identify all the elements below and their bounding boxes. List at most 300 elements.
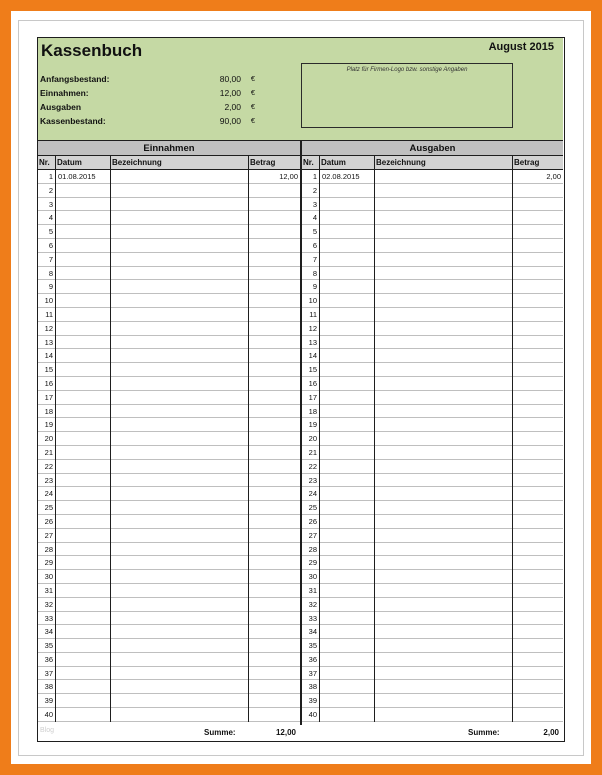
cell-datum[interactable]	[56, 294, 111, 308]
cell-bezeichnung[interactable]	[111, 515, 249, 529]
cell-datum[interactable]: 01.08.2015	[56, 170, 111, 184]
cell-datum[interactable]	[56, 211, 111, 225]
cell-bezeichnung[interactable]	[111, 349, 249, 363]
row-number[interactable]: 15	[38, 363, 56, 377]
cell-betrag[interactable]	[513, 543, 563, 557]
cell-bezeichnung[interactable]	[111, 639, 249, 653]
row-number[interactable]: 26	[38, 515, 56, 529]
row-number[interactable]: 32	[38, 598, 56, 612]
cell-bezeichnung[interactable]	[111, 487, 249, 501]
cell-betrag[interactable]	[513, 446, 563, 460]
row-number[interactable]: 7	[302, 253, 320, 267]
cell-betrag[interactable]	[513, 667, 563, 681]
row-number[interactable]: 31	[38, 584, 56, 598]
cell-betrag[interactable]	[513, 418, 563, 432]
row-number[interactable]: 30	[302, 570, 320, 584]
cell-betrag[interactable]	[513, 322, 563, 336]
cell-bezeichnung[interactable]	[375, 225, 513, 239]
cell-bezeichnung[interactable]	[111, 501, 249, 515]
cell-datum[interactable]	[320, 639, 375, 653]
cell-datum[interactable]	[320, 680, 375, 694]
row-number[interactable]: 29	[38, 556, 56, 570]
row-number[interactable]: 1	[38, 170, 56, 184]
row-number[interactable]: 12	[302, 322, 320, 336]
cell-datum[interactable]	[320, 570, 375, 584]
cell-betrag[interactable]	[513, 239, 563, 253]
cell-datum[interactable]	[320, 253, 375, 267]
cell-datum[interactable]	[320, 391, 375, 405]
row-number[interactable]: 4	[302, 211, 320, 225]
cell-datum[interactable]	[320, 349, 375, 363]
cell-datum[interactable]	[320, 694, 375, 708]
cell-bezeichnung[interactable]	[375, 625, 513, 639]
cell-datum[interactable]	[320, 267, 375, 281]
cell-betrag[interactable]	[513, 294, 563, 308]
cell-bezeichnung[interactable]	[111, 322, 249, 336]
cell-bezeichnung[interactable]	[375, 253, 513, 267]
cell-bezeichnung[interactable]	[111, 253, 249, 267]
row-number[interactable]: 22	[302, 460, 320, 474]
row-number[interactable]: 19	[302, 418, 320, 432]
cell-betrag[interactable]	[513, 708, 563, 722]
cell-betrag[interactable]	[249, 543, 300, 557]
cell-bezeichnung[interactable]	[111, 460, 249, 474]
cell-datum[interactable]	[56, 198, 111, 212]
cell-datum[interactable]	[56, 487, 111, 501]
cell-betrag[interactable]	[513, 377, 563, 391]
row-number[interactable]: 5	[302, 225, 320, 239]
cell-betrag[interactable]	[513, 501, 563, 515]
cell-datum[interactable]	[56, 501, 111, 515]
cell-bezeichnung[interactable]	[111, 543, 249, 557]
cell-betrag[interactable]	[249, 239, 300, 253]
row-number[interactable]: 14	[38, 349, 56, 363]
cell-datum[interactable]	[320, 584, 375, 598]
row-number[interactable]: 13	[302, 336, 320, 350]
row-number[interactable]: 12	[38, 322, 56, 336]
cell-betrag[interactable]	[249, 418, 300, 432]
cell-datum[interactable]	[56, 322, 111, 336]
cell-betrag[interactable]	[513, 694, 563, 708]
row-number[interactable]: 39	[302, 694, 320, 708]
cell-bezeichnung[interactable]	[375, 529, 513, 543]
row-number[interactable]: 24	[302, 487, 320, 501]
row-number[interactable]: 2	[38, 184, 56, 198]
cell-datum[interactable]	[56, 432, 111, 446]
cell-betrag[interactable]	[513, 336, 563, 350]
cell-betrag[interactable]	[249, 625, 300, 639]
cell-bezeichnung[interactable]	[375, 501, 513, 515]
cell-betrag[interactable]	[513, 184, 563, 198]
cell-bezeichnung[interactable]	[375, 418, 513, 432]
cell-bezeichnung[interactable]	[111, 653, 249, 667]
cell-bezeichnung[interactable]	[375, 308, 513, 322]
row-number[interactable]: 6	[38, 239, 56, 253]
row-number[interactable]: 31	[302, 584, 320, 598]
cell-datum[interactable]	[56, 225, 111, 239]
cell-datum[interactable]	[56, 184, 111, 198]
row-number[interactable]: 20	[302, 432, 320, 446]
row-number[interactable]: 20	[38, 432, 56, 446]
row-number[interactable]: 8	[38, 267, 56, 281]
cell-bezeichnung[interactable]	[375, 170, 513, 184]
cell-betrag[interactable]	[513, 570, 563, 584]
cell-datum[interactable]	[320, 198, 375, 212]
cell-bezeichnung[interactable]	[375, 653, 513, 667]
cell-betrag[interactable]	[249, 584, 300, 598]
cell-betrag[interactable]	[249, 253, 300, 267]
row-number[interactable]: 40	[302, 708, 320, 722]
cell-bezeichnung[interactable]	[375, 211, 513, 225]
cell-datum[interactable]	[320, 515, 375, 529]
row-number[interactable]: 6	[302, 239, 320, 253]
cell-bezeichnung[interactable]	[111, 363, 249, 377]
cell-datum[interactable]	[320, 322, 375, 336]
cell-bezeichnung[interactable]	[111, 267, 249, 281]
cell-bezeichnung[interactable]	[111, 667, 249, 681]
row-number[interactable]: 30	[38, 570, 56, 584]
cell-datum[interactable]	[56, 239, 111, 253]
cell-betrag[interactable]	[249, 460, 300, 474]
row-number[interactable]: 23	[38, 474, 56, 488]
row-number[interactable]: 26	[302, 515, 320, 529]
row-number[interactable]: 9	[302, 280, 320, 294]
cell-bezeichnung[interactable]	[375, 405, 513, 419]
cell-bezeichnung[interactable]	[375, 363, 513, 377]
cell-datum[interactable]	[56, 680, 111, 694]
cell-betrag[interactable]	[249, 667, 300, 681]
cell-datum[interactable]	[320, 474, 375, 488]
cell-datum[interactable]	[56, 418, 111, 432]
cell-bezeichnung[interactable]	[375, 280, 513, 294]
cell-bezeichnung[interactable]	[375, 184, 513, 198]
cell-datum[interactable]	[320, 543, 375, 557]
cell-betrag[interactable]	[513, 225, 563, 239]
cell-betrag[interactable]	[249, 322, 300, 336]
row-number[interactable]: 8	[302, 267, 320, 281]
cell-datum[interactable]	[56, 253, 111, 267]
cell-betrag[interactable]	[249, 349, 300, 363]
row-number[interactable]: 35	[302, 639, 320, 653]
cell-datum[interactable]	[56, 584, 111, 598]
cell-datum[interactable]	[320, 363, 375, 377]
row-number[interactable]: 24	[38, 487, 56, 501]
cell-betrag[interactable]	[249, 680, 300, 694]
cell-betrag[interactable]	[513, 391, 563, 405]
row-number[interactable]: 9	[38, 280, 56, 294]
cell-betrag[interactable]	[249, 225, 300, 239]
cell-datum[interactable]	[320, 405, 375, 419]
cell-datum[interactable]	[320, 667, 375, 681]
cell-bezeichnung[interactable]	[375, 391, 513, 405]
row-number[interactable]: 18	[302, 405, 320, 419]
cell-bezeichnung[interactable]	[111, 418, 249, 432]
cell-datum[interactable]	[56, 529, 111, 543]
cell-betrag[interactable]	[513, 432, 563, 446]
cell-datum[interactable]	[56, 570, 111, 584]
cell-bezeichnung[interactable]	[111, 170, 249, 184]
cell-betrag[interactable]	[249, 280, 300, 294]
cell-bezeichnung[interactable]	[111, 308, 249, 322]
cell-bezeichnung[interactable]	[375, 294, 513, 308]
cell-datum[interactable]	[320, 653, 375, 667]
row-number[interactable]: 16	[302, 377, 320, 391]
cell-betrag[interactable]: 2,00	[546, 172, 561, 181]
cell-datum[interactable]	[320, 432, 375, 446]
cell-datum[interactable]	[56, 639, 111, 653]
cell-betrag[interactable]	[249, 405, 300, 419]
cell-betrag[interactable]	[249, 501, 300, 515]
cell-betrag[interactable]	[249, 377, 300, 391]
cell-datum[interactable]	[320, 308, 375, 322]
cell-betrag[interactable]	[513, 653, 563, 667]
cell-datum[interactable]	[56, 377, 111, 391]
cell-datum[interactable]	[56, 556, 111, 570]
cell-betrag[interactable]	[513, 363, 563, 377]
cell-betrag[interactable]	[513, 487, 563, 501]
row-number[interactable]: 34	[38, 625, 56, 639]
cell-bezeichnung[interactable]	[375, 432, 513, 446]
cell-betrag[interactable]	[513, 253, 563, 267]
cell-bezeichnung[interactable]	[111, 280, 249, 294]
cell-datum[interactable]	[56, 612, 111, 626]
cell-datum[interactable]	[56, 667, 111, 681]
cell-datum[interactable]	[320, 294, 375, 308]
cell-bezeichnung[interactable]	[111, 570, 249, 584]
cell-datum[interactable]	[320, 446, 375, 460]
cell-bezeichnung[interactable]	[375, 598, 513, 612]
cell-bezeichnung[interactable]	[111, 474, 249, 488]
cell-betrag[interactable]	[249, 432, 300, 446]
cell-bezeichnung[interactable]	[111, 198, 249, 212]
cell-bezeichnung[interactable]	[375, 349, 513, 363]
cell-betrag[interactable]	[513, 515, 563, 529]
cell-bezeichnung[interactable]	[375, 474, 513, 488]
cell-bezeichnung[interactable]	[375, 570, 513, 584]
cell-datum[interactable]	[56, 694, 111, 708]
row-number[interactable]: 38	[302, 680, 320, 694]
row-number[interactable]: 17	[38, 391, 56, 405]
row-number[interactable]: 37	[302, 667, 320, 681]
cell-betrag[interactable]	[249, 336, 300, 350]
row-number[interactable]: 39	[38, 694, 56, 708]
cell-bezeichnung[interactable]	[375, 487, 513, 501]
cell-datum[interactable]	[320, 211, 375, 225]
cell-datum[interactable]	[56, 598, 111, 612]
row-number[interactable]: 10	[302, 294, 320, 308]
cell-bezeichnung[interactable]	[111, 225, 249, 239]
cell-betrag[interactable]	[513, 267, 563, 281]
cell-bezeichnung[interactable]	[111, 708, 249, 722]
cell-datum[interactable]	[320, 501, 375, 515]
row-number[interactable]: 34	[302, 625, 320, 639]
cell-bezeichnung[interactable]	[111, 584, 249, 598]
cell-datum[interactable]	[320, 460, 375, 474]
row-number[interactable]: 29	[302, 556, 320, 570]
cell-betrag[interactable]	[513, 460, 563, 474]
cell-betrag[interactable]	[513, 598, 563, 612]
cell-betrag[interactable]	[249, 653, 300, 667]
cell-bezeichnung[interactable]	[111, 446, 249, 460]
cell-betrag[interactable]	[249, 694, 300, 708]
cell-bezeichnung[interactable]	[375, 584, 513, 598]
cell-datum[interactable]	[56, 405, 111, 419]
cell-betrag[interactable]	[249, 446, 300, 460]
cell-datum[interactable]	[320, 487, 375, 501]
cell-datum[interactable]: 02.08.2015	[320, 170, 375, 184]
row-number[interactable]: 36	[302, 653, 320, 667]
cell-bezeichnung[interactable]	[375, 667, 513, 681]
cell-betrag[interactable]	[249, 184, 300, 198]
cell-bezeichnung[interactable]	[375, 336, 513, 350]
cell-betrag[interactable]	[249, 612, 300, 626]
cell-bezeichnung[interactable]	[111, 432, 249, 446]
cell-datum[interactable]	[320, 529, 375, 543]
row-number[interactable]: 33	[302, 612, 320, 626]
cell-datum[interactable]	[320, 280, 375, 294]
row-number[interactable]: 18	[38, 405, 56, 419]
row-number[interactable]: 38	[38, 680, 56, 694]
row-number[interactable]: 14	[302, 349, 320, 363]
cell-bezeichnung[interactable]	[111, 556, 249, 570]
row-number[interactable]: 32	[302, 598, 320, 612]
row-number[interactable]: 27	[38, 529, 56, 543]
cell-bezeichnung[interactable]	[111, 211, 249, 225]
cell-betrag[interactable]	[249, 474, 300, 488]
cell-datum[interactable]	[56, 543, 111, 557]
row-number[interactable]: 28	[38, 543, 56, 557]
cell-datum[interactable]	[56, 625, 111, 639]
cell-datum[interactable]	[56, 349, 111, 363]
cell-betrag[interactable]	[513, 680, 563, 694]
cell-bezeichnung[interactable]	[375, 267, 513, 281]
cell-bezeichnung[interactable]	[375, 239, 513, 253]
cell-bezeichnung[interactable]	[375, 198, 513, 212]
row-number[interactable]: 1	[302, 170, 320, 184]
row-number[interactable]: 37	[38, 667, 56, 681]
cell-bezeichnung[interactable]	[111, 239, 249, 253]
cell-betrag[interactable]	[249, 529, 300, 543]
cell-datum[interactable]	[56, 308, 111, 322]
cell-datum[interactable]	[56, 446, 111, 460]
cell-datum[interactable]	[56, 267, 111, 281]
row-number[interactable]: 4	[38, 211, 56, 225]
cell-datum[interactable]	[320, 184, 375, 198]
row-number[interactable]: 5	[38, 225, 56, 239]
cell-betrag[interactable]	[249, 639, 300, 653]
cell-datum[interactable]	[320, 225, 375, 239]
cell-betrag[interactable]	[513, 556, 563, 570]
row-number[interactable]: 16	[38, 377, 56, 391]
row-number[interactable]: 17	[302, 391, 320, 405]
cell-betrag[interactable]	[249, 198, 300, 212]
cell-datum[interactable]	[320, 556, 375, 570]
row-number[interactable]: 13	[38, 336, 56, 350]
row-number[interactable]: 11	[302, 308, 320, 322]
row-number[interactable]: 23	[302, 474, 320, 488]
cell-datum[interactable]	[320, 418, 375, 432]
row-number[interactable]: 21	[38, 446, 56, 460]
cell-bezeichnung[interactable]	[375, 460, 513, 474]
cell-datum[interactable]	[320, 625, 375, 639]
cell-betrag[interactable]	[249, 308, 300, 322]
cell-betrag[interactable]	[249, 487, 300, 501]
cell-betrag[interactable]	[513, 474, 563, 488]
cell-betrag[interactable]	[513, 625, 563, 639]
cell-betrag[interactable]	[249, 391, 300, 405]
row-number[interactable]: 40	[38, 708, 56, 722]
cell-datum[interactable]	[320, 612, 375, 626]
cell-datum[interactable]	[320, 336, 375, 350]
row-number[interactable]: 25	[302, 501, 320, 515]
row-number[interactable]: 2	[302, 184, 320, 198]
row-number[interactable]: 10	[38, 294, 56, 308]
row-number[interactable]: 27	[302, 529, 320, 543]
cell-bezeichnung[interactable]	[375, 639, 513, 653]
cell-betrag[interactable]: 12,00	[279, 172, 298, 181]
cell-betrag[interactable]	[249, 267, 300, 281]
cell-betrag[interactable]	[513, 308, 563, 322]
row-number[interactable]: 25	[38, 501, 56, 515]
row-number[interactable]: 35	[38, 639, 56, 653]
cell-bezeichnung[interactable]	[375, 680, 513, 694]
row-number[interactable]: 11	[38, 308, 56, 322]
cell-datum[interactable]	[56, 474, 111, 488]
row-number[interactable]: 15	[302, 363, 320, 377]
cell-bezeichnung[interactable]	[375, 694, 513, 708]
cell-betrag[interactable]	[513, 584, 563, 598]
cell-betrag[interactable]	[249, 556, 300, 570]
cell-datum[interactable]	[56, 391, 111, 405]
cell-betrag[interactable]	[513, 529, 563, 543]
cell-betrag[interactable]	[513, 211, 563, 225]
cell-datum[interactable]	[56, 708, 111, 722]
row-number[interactable]: 21	[302, 446, 320, 460]
cell-bezeichnung[interactable]	[111, 694, 249, 708]
cell-datum[interactable]	[56, 336, 111, 350]
cell-bezeichnung[interactable]	[111, 529, 249, 543]
cell-bezeichnung[interactable]	[375, 377, 513, 391]
cell-bezeichnung[interactable]	[111, 598, 249, 612]
cell-bezeichnung[interactable]	[111, 391, 249, 405]
cell-betrag[interactable]	[249, 363, 300, 377]
row-number[interactable]: 3	[38, 198, 56, 212]
cell-bezeichnung[interactable]	[111, 612, 249, 626]
cell-datum[interactable]	[56, 363, 111, 377]
row-number[interactable]: 28	[302, 543, 320, 557]
cell-betrag[interactable]	[249, 570, 300, 584]
cell-betrag[interactable]	[249, 598, 300, 612]
cell-datum[interactable]	[56, 515, 111, 529]
cell-bezeichnung[interactable]	[111, 294, 249, 308]
cell-betrag[interactable]	[513, 280, 563, 294]
cell-bezeichnung[interactable]	[111, 680, 249, 694]
cell-bezeichnung[interactable]	[111, 405, 249, 419]
cell-datum[interactable]	[56, 280, 111, 294]
row-number[interactable]: 19	[38, 418, 56, 432]
row-number[interactable]: 7	[38, 253, 56, 267]
cell-betrag[interactable]	[513, 405, 563, 419]
cell-datum[interactable]	[320, 239, 375, 253]
cell-bezeichnung[interactable]	[111, 184, 249, 198]
cell-betrag[interactable]	[513, 198, 563, 212]
cell-bezeichnung[interactable]	[375, 556, 513, 570]
cell-bezeichnung[interactable]	[375, 322, 513, 336]
cell-bezeichnung[interactable]	[375, 708, 513, 722]
row-number[interactable]: 3	[302, 198, 320, 212]
cell-bezeichnung[interactable]	[111, 377, 249, 391]
cell-betrag[interactable]	[513, 639, 563, 653]
